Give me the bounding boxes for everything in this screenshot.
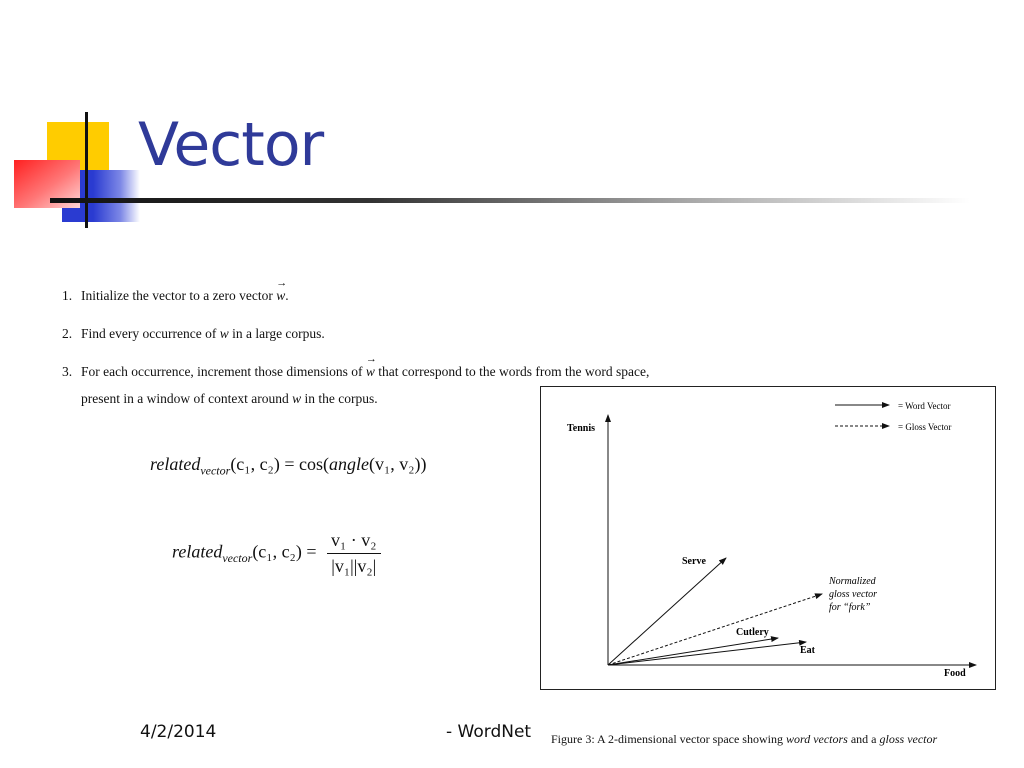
vector-w: → w [366, 358, 375, 385]
gloss-label-line-1: Normalized [829, 576, 876, 587]
slide-title: Vector [138, 110, 324, 180]
vector-eat-label: Eat [800, 645, 815, 656]
vector-serve-label: Serve [682, 556, 706, 567]
vector-eat [608, 642, 806, 665]
figure-caption: Figure 3: A 2-dimensional vector space showing word vectors and a gloss vector [551, 732, 938, 746]
y-axis-label: Tennis [567, 423, 595, 434]
footer-title: - WordNet [446, 722, 532, 742]
step-3: 3. For each occurrence, increment those dimensions of → w that correspond to the words from the word space, present in a window of context around w in the corpus. [62, 358, 686, 412]
formula-cosine: related$_{vector}$(c₁, c₂) = cos(angle(v₁, v₂)) [150, 454, 427, 478]
formula-dot-product: related$_{vector}$(c₁, c₂) = $\frac{\text{v₁ · v₂}}{\text{|v₁||v₂|}}$ [172, 528, 381, 579]
gloss-label-line-2: gloss vector [829, 589, 878, 600]
vector-space-diagram [541, 387, 995, 689]
fraction: $\frac{\text{v₁ · v₂}}{\text{|v₁||v₂|}}$ [327, 528, 381, 579]
legend-gloss-vector: = Gloss Vector [898, 422, 952, 432]
vector-cutlery-label: Cutlery [736, 627, 769, 638]
step-1: 1. Initialize the vector to a zero vector → w. [62, 282, 682, 309]
x-axis-label: Food [944, 668, 966, 679]
vector-w: → w [276, 282, 285, 309]
legend-word-vector: = Word Vector [898, 401, 951, 411]
step-2: 2. Find every occurrence of w in a large corpus. [62, 326, 325, 341]
footer-date: 4/2/2014 [140, 722, 217, 742]
gloss-label-line-3: for “fork” [829, 602, 871, 613]
vector-space-figure [540, 386, 996, 690]
deco-vertical-line [85, 112, 88, 228]
vector-gloss [608, 594, 822, 665]
title-underline [50, 198, 970, 203]
